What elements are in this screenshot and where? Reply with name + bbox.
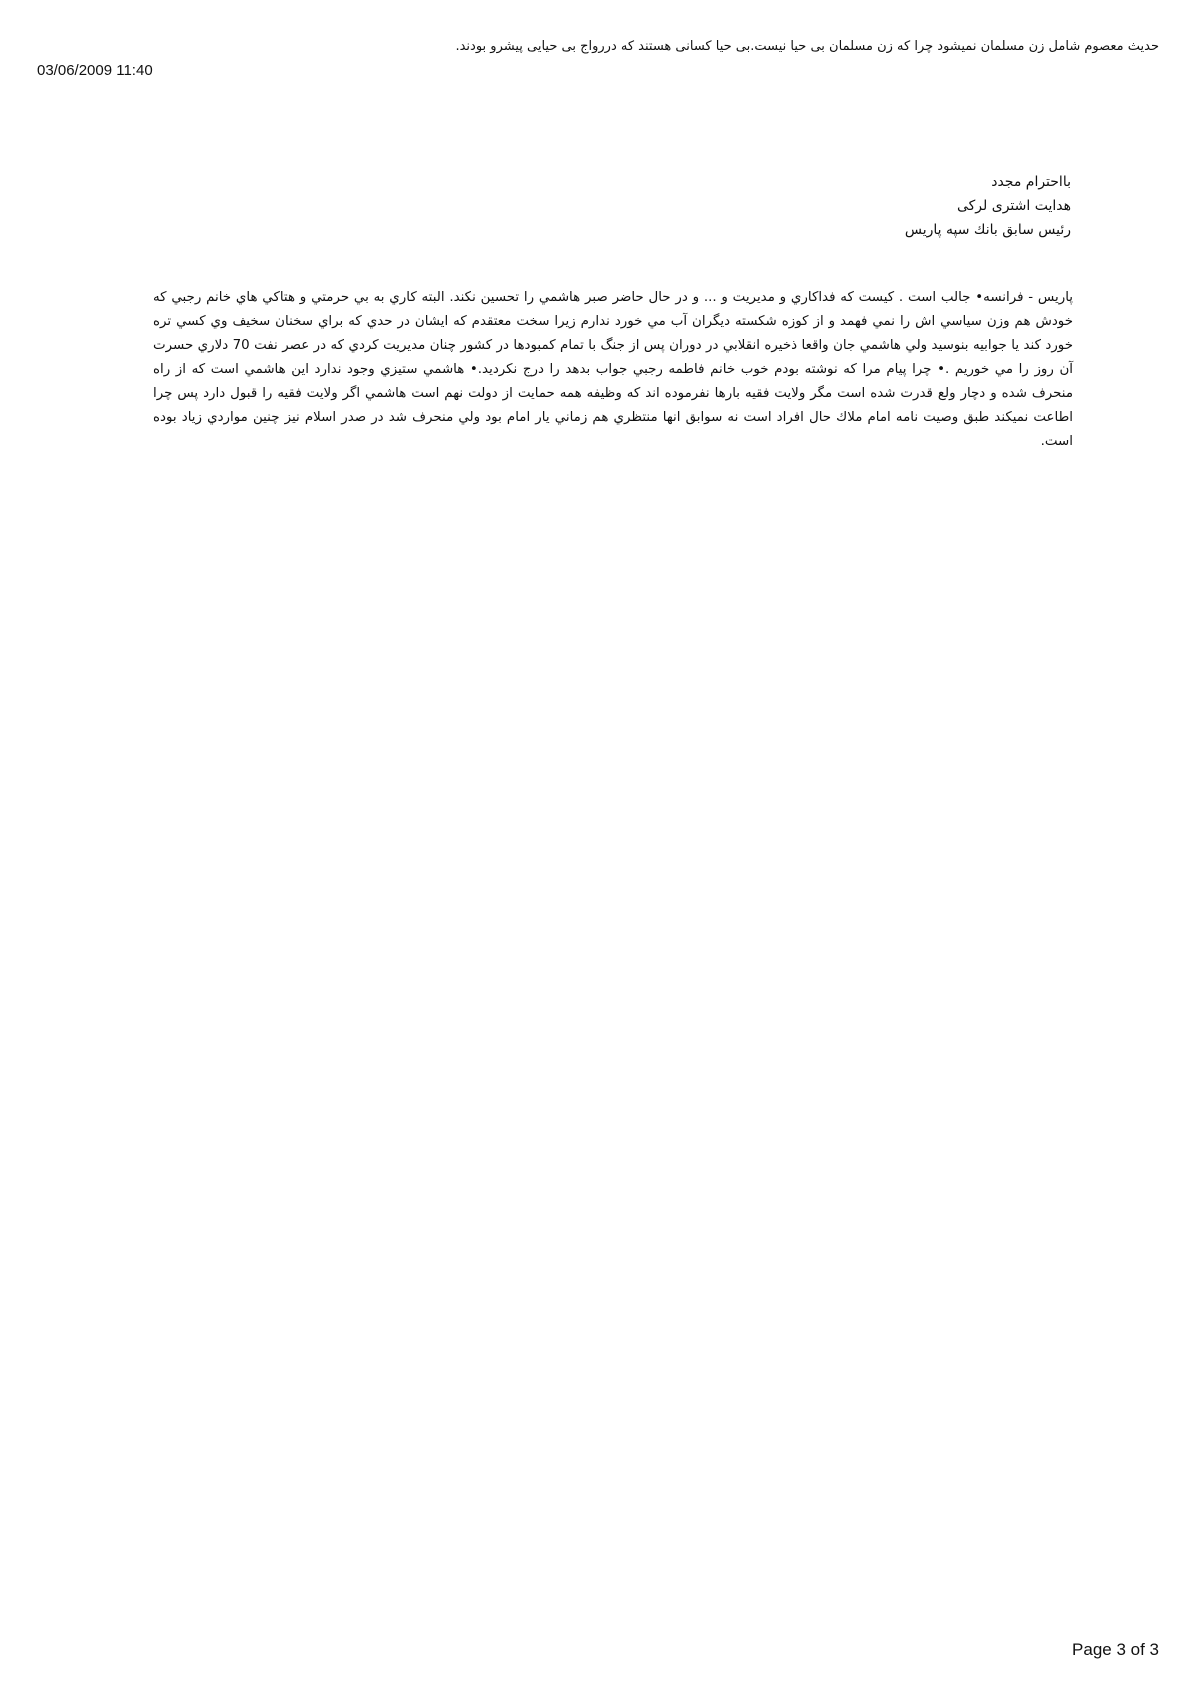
- signature-position: رئيس سابق بانك سپه پاريس: [904, 222, 1071, 238]
- document-header-title: حديث معصوم شامل زن مسلمان نميشود چرا كه زن مسلمان بی حيا نيست.بی حيا كسانی هستند كه دررواج بی حيايی پيشرو بودند.: [455, 39, 1159, 54]
- comment-paragraph: پاريس - فرانسه• جالب است . كيست كه فداكاري و مديريت و ... و در حال حاضر صبر هاشمي را تحسين نكند. البته كاري به بي حرمتي و هتاكي هاي خانم رجبي كه خودش هم وزن سياسي اش را نمي فهمد و از كوزه شكسته ديگران آب مي خورد ندارم زيرا سخت معتقدم كه ايشان در حدي كه براي سخنان سخيف وي كسي تره خورد كند يا جوابيه بنوسيد ولي هاشمي جان واقعا ذخيره انقلابي در دوران پس از جنگ با تمام كمبودها در كشور چنان مديريت كردي كه در عصر نفت 70 دلاري حسرت آن روز را مي خوريم .• چرا پيام مرا كه نوشته بودم خوب خانم فاطمه رجبي جواب بدهد را درج نكرديد.• هاشمي ستيزي وجود ندارد اين هاشمي است كه از راه منحرف شده و دچار ولع قدرت شده است مگر ولايت فقيه بارها نفرموده اند كه وظيفه همه حمايت از دولت نهم است هاشمي اگر ولايت فقيه را قبول دارد پس چرا اطاعت نميكند طبق وصيت نامه امام ملاك حال افراد است نه سوابق انها منتظري هم زماني يار امام بود ولي منحرف شد در صدر اسلام نيز چنين مواردي زياد بوده است.: [153, 290, 1073, 449]
- signature-block: [571, 170, 1071, 242]
- page-number: Page 3 of 3: [1072, 1640, 1159, 1659]
- print-datetime: 03/06/2009 11:40: [37, 62, 153, 79]
- signature-closing: بااحترام مجدد: [991, 174, 1071, 190]
- signature-name: هدايت اشتری لركی: [956, 198, 1071, 214]
